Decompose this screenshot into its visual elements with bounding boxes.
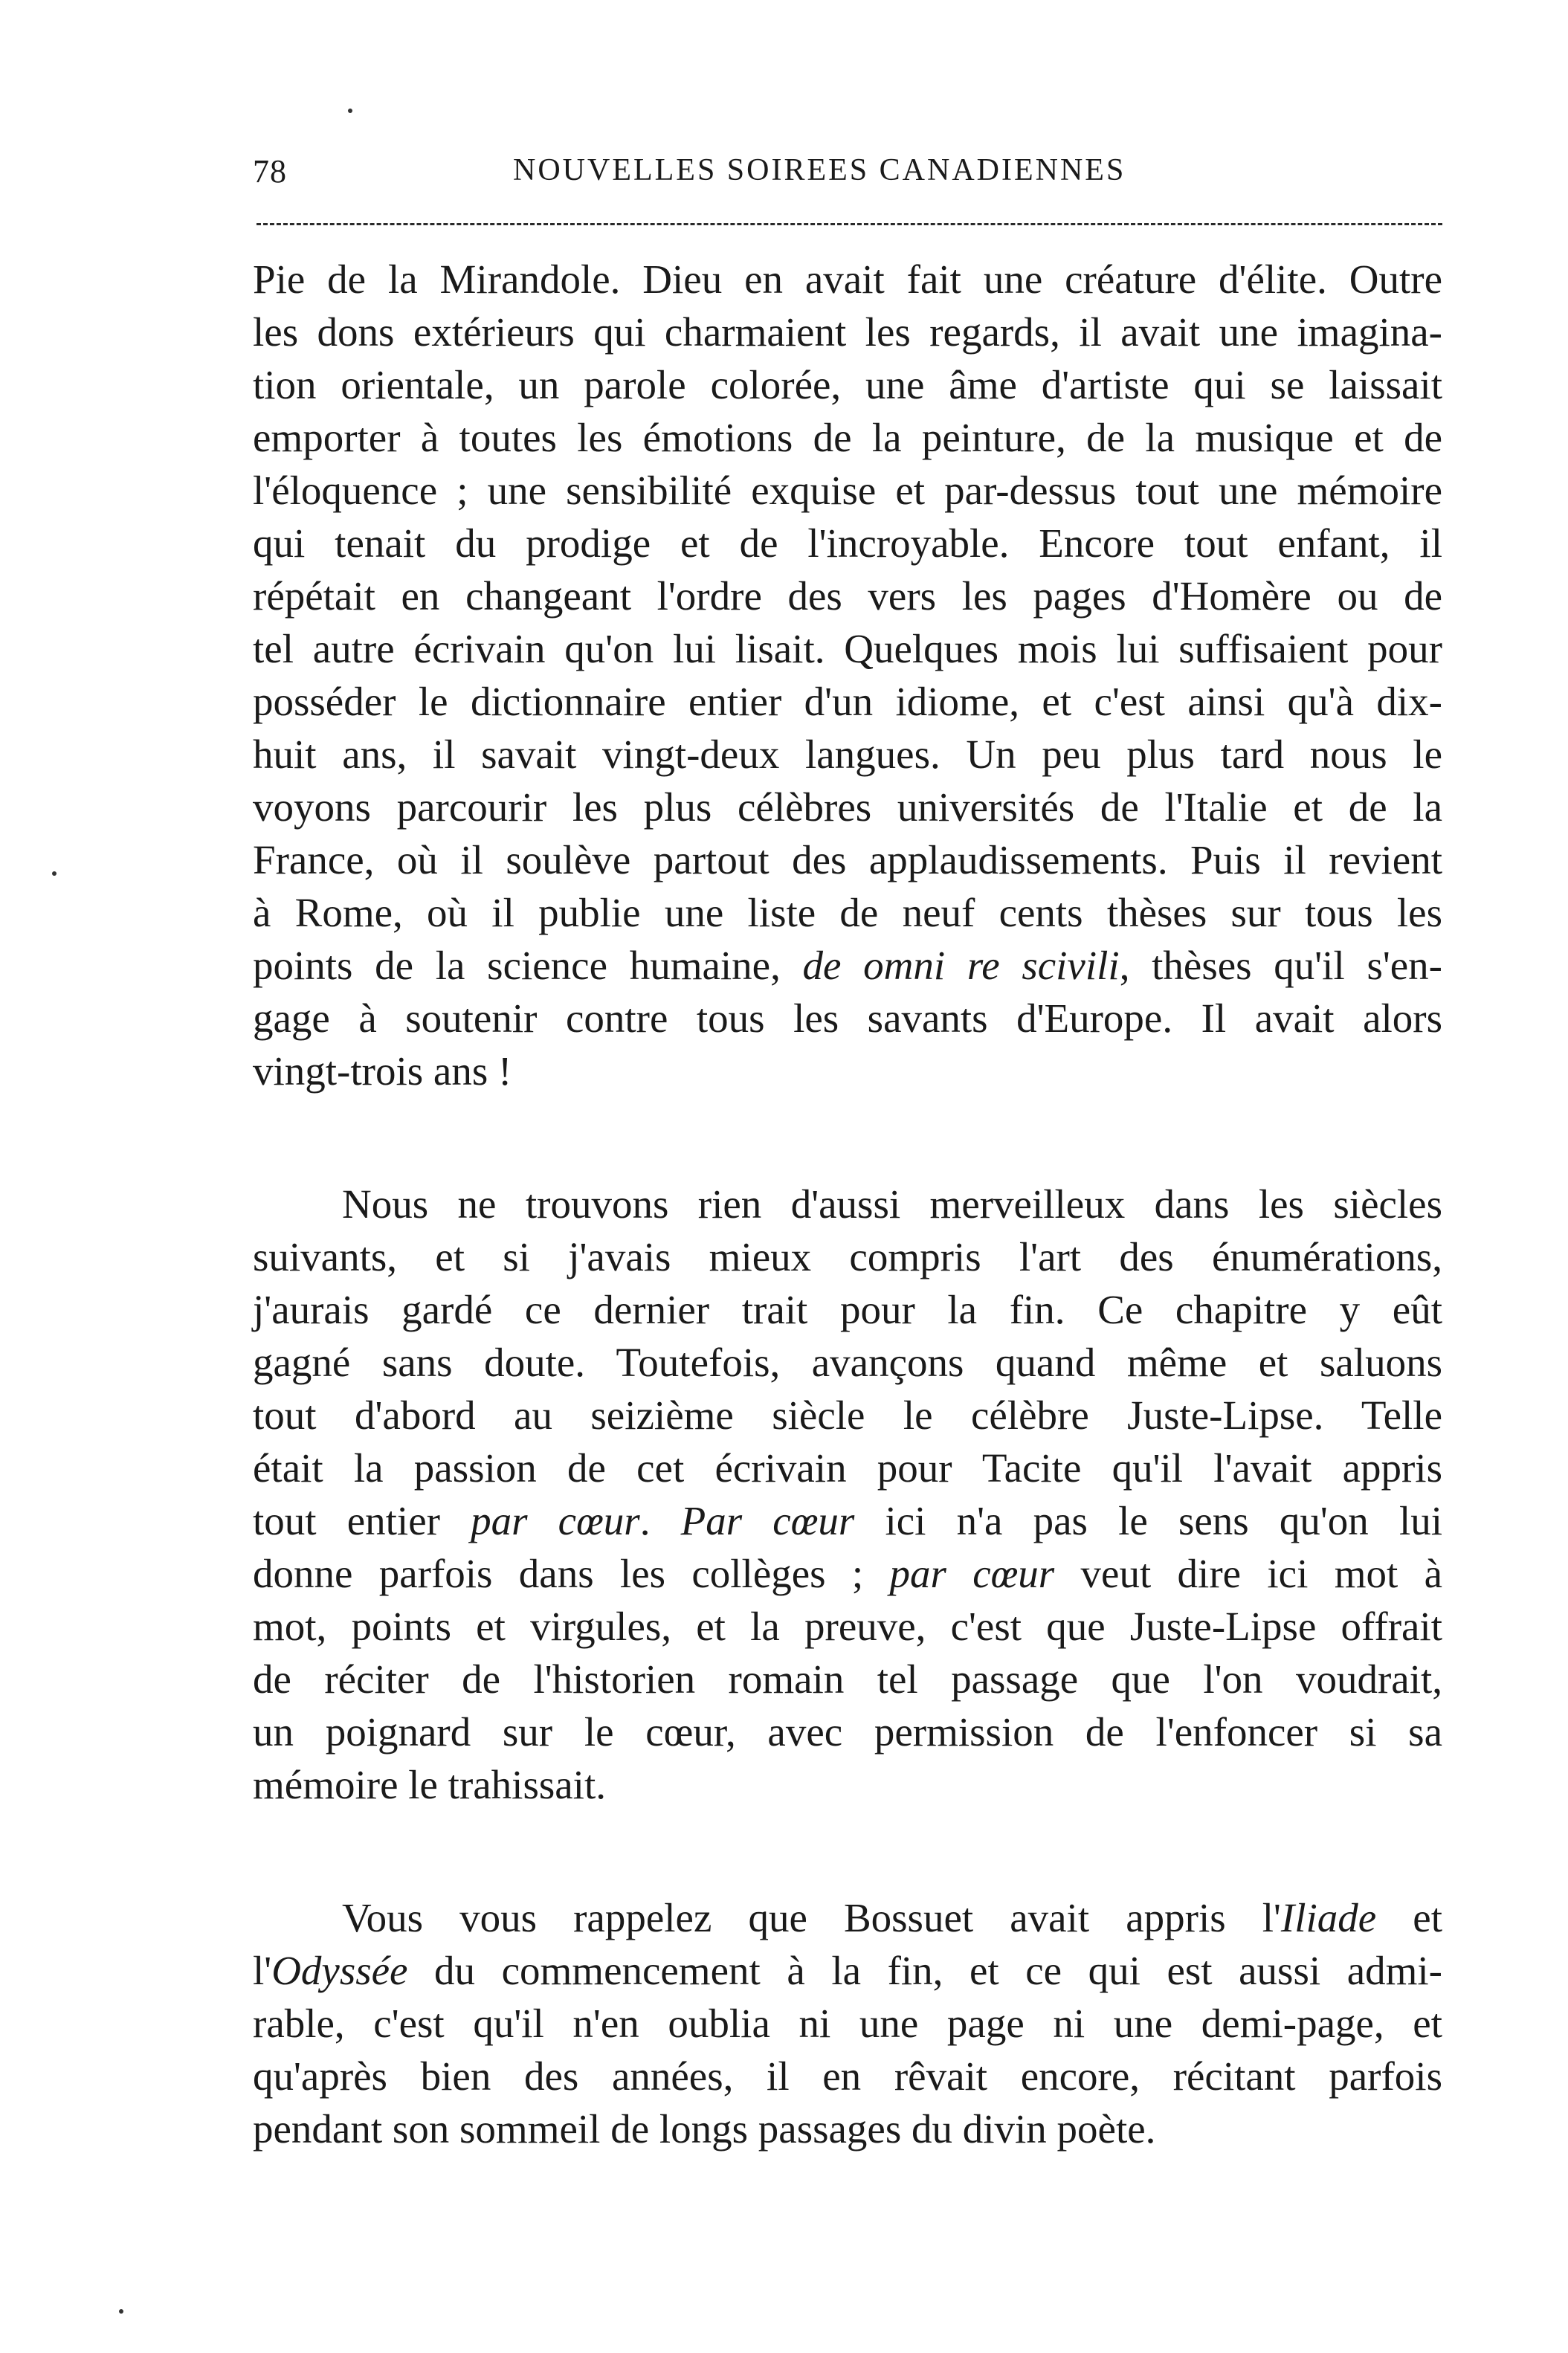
text-line: France, où il soulève partout des applaudissements. Puis il revient [253,837,1442,882]
text-line: répétait en changeant l'ordre des vers les pages d'Homère ou de [253,573,1442,619]
text-line: l'éloquence ; une sensibilité exquise et par-dessus tout une mémoire [253,468,1442,513]
text-line: l'Odyssée du commencement à la fin, et ce qui est aussi admi- [253,1948,1442,1993]
text-line: gagné sans doute. Toutefois, avançons quand même et saluons [253,1340,1442,1385]
ink-speck [119,2309,123,2314]
text-line: pendant son sommeil de longs passages du divin poète. [253,2106,1156,2152]
ink-speck [52,871,57,876]
text-line: Nous ne trouvons rien d'aussi merveilleux dans les siècles [342,1181,1442,1227]
text-line: vingt-trois ans ! [253,1048,512,1094]
text-line: à Rome, où il publie une liste de neuf cents thèses sur tous les [253,890,1442,935]
text-line: qu'après bien des années, il en rêvait encore, récitant parfois [253,2053,1442,2099]
text-line: était la passion de cet écrivain pour Tacite qu'il l'avait appris [253,1445,1442,1491]
text-line: mot, points et virgules, et la preuve, c'est que Juste-Lipse offrait [253,1604,1442,1649]
body-text [253,253,1442,2155]
text-line: tout entier par cœur. Par cœur ici n'a pas le sens qu'on lui [253,1498,1443,1543]
text-line: huit ans, il savait vingt-deux langues. Un peu plus tard nous le [253,732,1442,777]
text-line: points de la science humaine, de omni re scivili, thèses qu'il s'en- [253,943,1442,988]
paragraph-gap [253,1097,1442,1178]
page-header [253,152,1442,204]
paragraph-3 [253,1891,1442,2155]
text-line: gage à soutenir contre tous les savants d'Europe. Il avait alors [253,995,1442,1041]
header-rule [257,223,1442,225]
text-line: j'aurais gardé ce dernier trait pour la fin. Ce chapitre y eût [253,1287,1442,1332]
text-line: voyons parcourir les plus célèbres universités de l'Italie et de la [253,784,1442,830]
text-line: suivants, et si j'avais mieux compris l'art des énumérations, [253,1234,1442,1279]
text-line: rable, c'est qu'il n'en oublia ni une page ni une demi-page, et [253,2001,1442,2046]
text-line: tel autre écrivain qu'on lui lisait. Quelques mois lui suffisaient pour [253,626,1442,671]
text-line: qui tenait du prodige et de l'incroyable. Encore tout enfant, il [253,520,1442,566]
text-line: donne parfois dans les collèges ; par cœur veut dire ici mot à [253,1551,1442,1596]
paragraph-1 [253,253,1442,1097]
text-line: emporter à toutes les émotions de la peinture, de la musique et de [253,415,1442,460]
ink-speck [348,109,352,113]
text-line: les dons extérieurs qui charmaient les regards, il avait une imagina- [253,309,1442,355]
text-line: un poignard sur le cœur, avec permission de l'enfoncer si sa [253,1709,1442,1755]
page-number: 78 [253,153,287,190]
running-title: NOUVELLES SOIREES CANADIENNES [513,153,1126,187]
text-line: mémoire le trahissait. [253,1762,606,1807]
text-line: tion orientale, un parole colorée, une âme d'artiste qui se laissait [253,362,1442,407]
paragraph-2 [253,1178,1442,1811]
text-line: de réciter de l'historien romain tel passage que l'on voudrait, [253,1656,1442,1702]
paragraph-gap [253,1811,1442,1891]
text-line: posséder le dictionnaire entier d'un idiome, et c'est ainsi qu'à dix- [253,679,1442,724]
text-line: Pie de la Mirandole. Dieu en avait fait une créature d'élite. Outre [253,256,1442,302]
text-line: Vous vous rappelez que Bossuet avait appris l'Iliade et [342,1895,1442,1940]
text-line: tout d'abord au seizième siècle le célèbre Juste-Lipse. Telle [253,1392,1442,1438]
